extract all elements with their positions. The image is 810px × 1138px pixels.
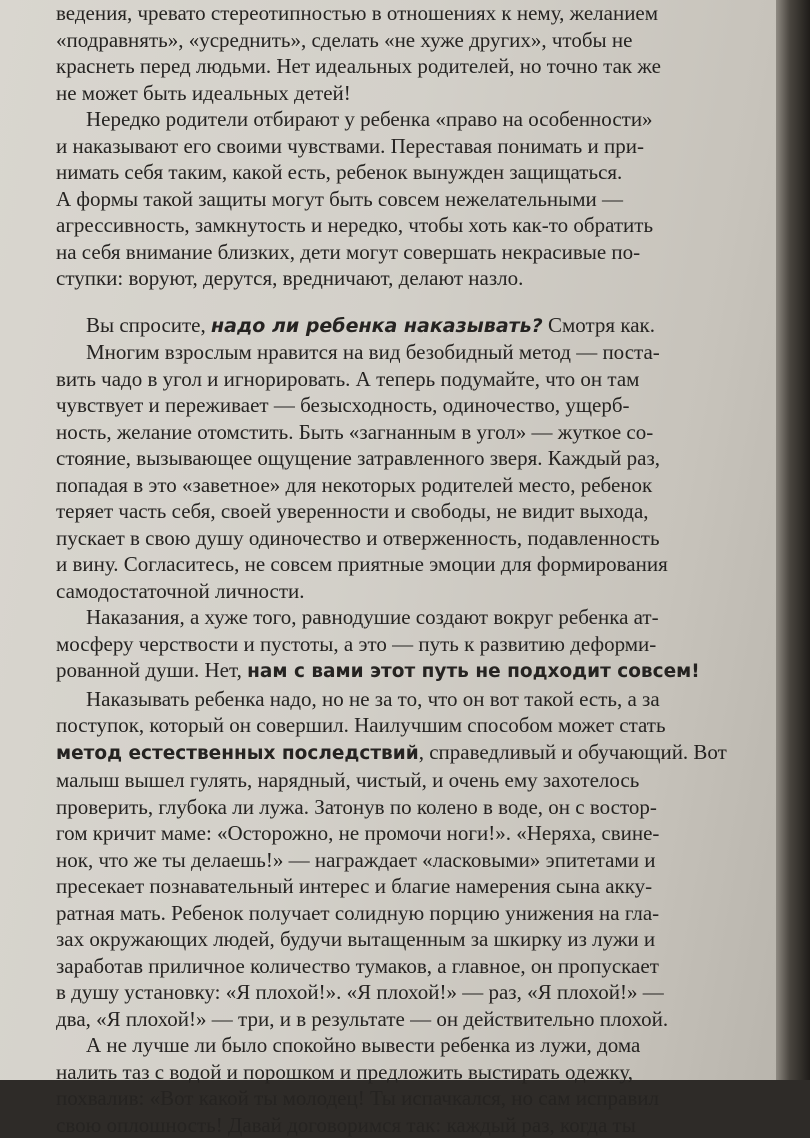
page-text [56, 0, 766, 1138]
question-tail-text: Смотря как. [543, 313, 655, 337]
bold-phrase: метод естественных последствий [56, 743, 419, 764]
paragraph-2 [56, 106, 766, 292]
text-segment: , справедливый и обучающий. Вот [419, 740, 727, 764]
paragraph-6 [56, 1032, 766, 1138]
text-line: попадая в это «заветное» для некоторых родителей место, ребенок [56, 472, 766, 499]
text-line [56, 739, 766, 768]
paragraph-4 [56, 604, 766, 686]
paragraph-question [56, 312, 766, 340]
text-line: зах окружающих людей, будучи вытащенным за шкирку из лужи и [56, 926, 766, 953]
bold-phrase: нам с вами этот путь не подходит совсем! [247, 661, 700, 682]
text-line: Наказывать ребенка надо, но не за то, что он вот такой есть, а за [56, 686, 766, 713]
text-segment: рованной души. Нет, [56, 658, 247, 682]
text-line [56, 312, 766, 340]
text-line: ведения, чревато стереотипностью в отношениях к нему, желанием [56, 0, 766, 27]
text-line: и наказывают его своими чувствами. Переставая понимать и при- [56, 133, 766, 160]
text-line: налить таз с водой и порошком и предложить выстирать одежку, [56, 1059, 766, 1086]
text-line: малыш вышел гулять, нарядный, чистый, и очень ему захотелось [56, 767, 766, 794]
text-line: ступки: воруют, дерутся, вредничают, делают назло. [56, 265, 766, 292]
text-line: чувствует и переживает — безысходность, одиночество, ущерб- [56, 392, 766, 419]
text-line: гом кричит маме: «Осторожно, не промочи ноги!». «Неряха, свине- [56, 820, 766, 847]
text-line: вить чадо в угол и игнорировать. А теперь подумайте, что он там [56, 366, 766, 393]
text-line: два, «Я плохой!» — три, и в результате — он действительно плохой. [56, 1006, 766, 1033]
text-line: пресекает познавательный интерес и благие намерения сына акку- [56, 873, 766, 900]
section-gap [56, 292, 766, 312]
text-line: стояние, вызывающее ощущение затравленного зверя. Каждый раз, [56, 445, 766, 472]
text-line: «подравнять», «усреднить», сделать «не хуже других», чтобы не [56, 27, 766, 54]
text-line: ратная мать. Ребенок получает солидную порцию унижения на гла- [56, 900, 766, 927]
text-line: заработав приличное количество тумаков, а главное, он пропускает [56, 953, 766, 980]
text-line: мосферу черствости и пустоты, а это — путь к развитию деформи- [56, 631, 766, 658]
text-line: поступок, который он совершил. Наилучшим способом может стать [56, 712, 766, 739]
text-line: пускает в свою душу одиночество и отверженность, подавленность [56, 525, 766, 552]
text-line: проверить, глубока ли лужа. Затонув по колено в воде, он с востор- [56, 794, 766, 821]
text-line: на себя внимание близких, дети могут совершать некрасивые по- [56, 239, 766, 266]
text-line: А не лучше ли было спокойно вывести ребенка из лужи, дома [56, 1032, 766, 1059]
text-line: теряет часть себя, своей уверенности и свободы, не видит выхода, [56, 498, 766, 525]
paragraph-3 [56, 339, 766, 604]
text-line: агрессивность, замкнутость и нередко, чтобы хоть как-то обратить [56, 212, 766, 239]
text-line: Наказания, а хуже того, равнодушие создают вокруг ребенка ат- [56, 604, 766, 631]
text-line: Нередко родители отбирают у ребенка «право на особенности» [56, 106, 766, 133]
text-line: в душу установку: «Я плохой!». «Я плохой!» — раз, «Я плохой!» — [56, 979, 766, 1006]
text-line: самодостаточной личности. [56, 578, 766, 605]
text-line [56, 657, 766, 686]
text-line: краснеть перед людьми. Нет идеальных родителей, но точно так же [56, 53, 766, 80]
question-lead-text: Вы спросите, [86, 313, 211, 337]
text-line: похвалив: «Вот какой ты молодец! Ты испачкался, но сам исправил [56, 1085, 766, 1112]
text-line: и вину. Согласитесь, не совсем приятные эмоции для формирования [56, 551, 766, 578]
text-line: ность, желание отомстить. Быть «загнанным в угол» — жуткое со- [56, 419, 766, 446]
text-line: Многим взрослым нравится на вид безобидный метод — поста- [56, 339, 766, 366]
paragraph-5 [56, 686, 766, 1033]
text-line: свою оплошность! Давай договоримся так: каждый раз, когда ты [56, 1112, 766, 1138]
text-line: нок, что же ты делаешь!» — награждает «ласковыми» эпитетами и [56, 847, 766, 874]
page-shadow-edge [776, 0, 810, 1080]
paragraph-1 [56, 0, 766, 106]
text-line: А формы такой защиты могут быть совсем нежелательными — [56, 186, 766, 213]
text-line: не может быть идеальных детей! [56, 80, 766, 107]
text-line: нимать себя таким, какой есть, ребенок вынужден защищаться. [56, 159, 766, 186]
question-emphasis: надо ли ребенка наказывать? [211, 315, 543, 337]
